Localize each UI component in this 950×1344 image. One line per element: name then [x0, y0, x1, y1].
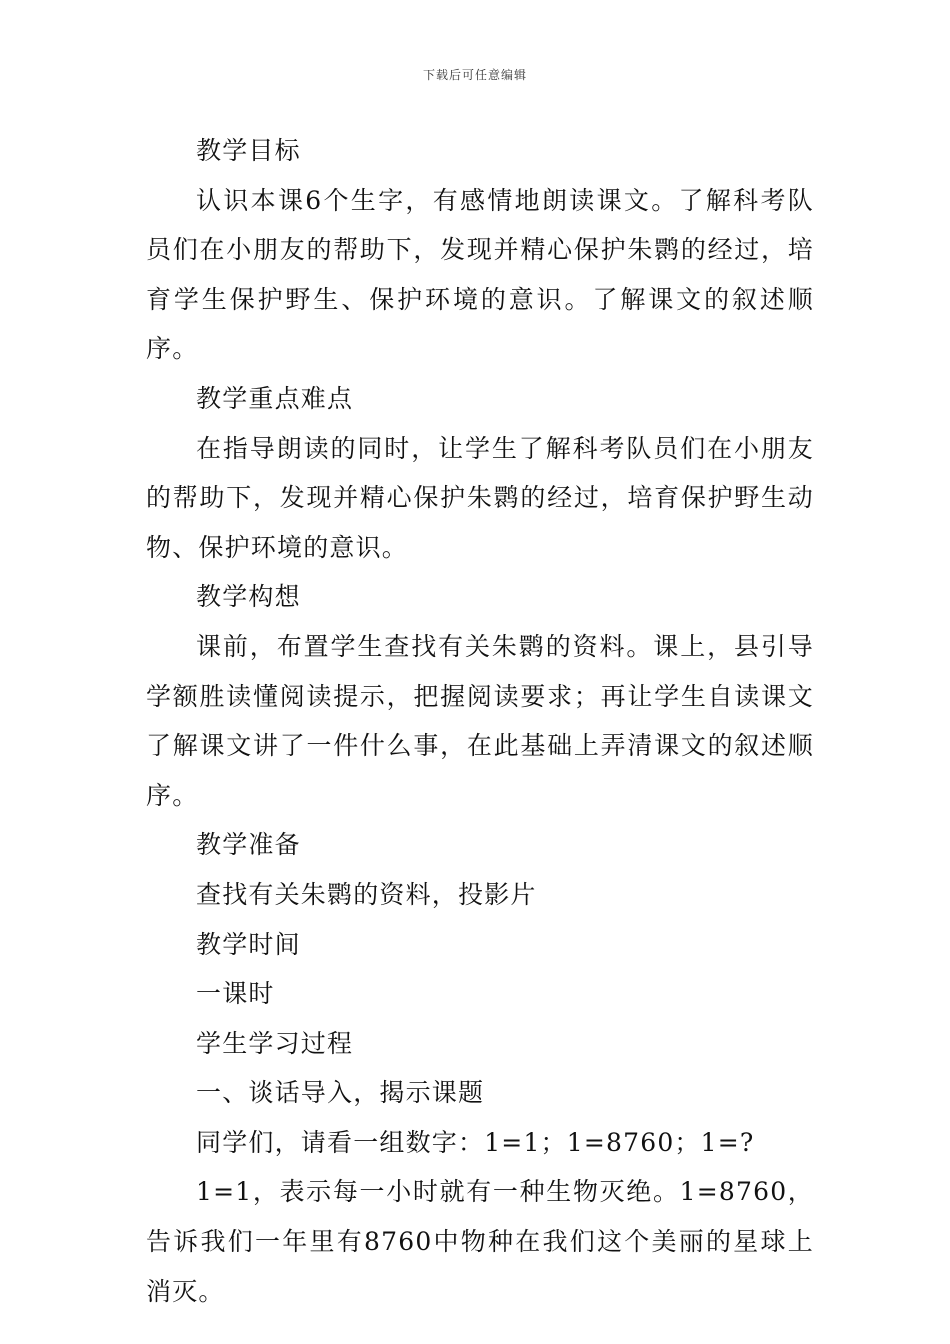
heading-section-one: 一、谈话导入，揭示课题: [196, 1078, 485, 1108]
heading-learning-process: 学生学习过程: [196, 1028, 354, 1058]
paragraph-numbers: 同学们，请看一组数字：1=1；1=8760；1=?: [196, 1127, 755, 1157]
paragraph-teaching-preparation: 查找有关朱鹮的资料，投影片: [196, 879, 537, 909]
paragraph-explanation: 1=1，表示每一小时就有一种生物灭绝。1=8760，告诉我们一年里有8760中物种在我们这个美丽的星球上消灭。: [146, 1177, 814, 1306]
heading-teaching-preparation: 教学准备: [196, 830, 301, 860]
paragraph-teaching-goals: 认识本课6个生字，有感情地朗读课文。了解科考队员们在小朋友的帮助下，发现并精心保护朱鹮的经过，培育学生保护野生、保护环境的意识。了解课文的叙述顺序。: [146, 185, 814, 364]
heading-teaching-concept: 教学构想: [196, 582, 301, 612]
paragraph-key-points: 在指导朗读的同时，让学生了解科考队员们在小朋友的帮助下，发现并精心保护朱鹮的经过，培育保护野生动物、保护环境的意识。: [146, 433, 814, 562]
heading-teaching-time: 教学时间: [196, 929, 301, 959]
paragraph-teaching-concept: 课前，布置学生查找有关朱鹮的资料。课上，县引导学额胜读懂阅读提示，把握阅读要求；再让学生自读课文了解课文讲了一件什么事，在此基础上弄清课文的叙述顺序。: [146, 631, 814, 810]
heading-teaching-goals: 教学目标: [196, 136, 301, 165]
document-body: [146, 126, 814, 1316]
page-header: 下载后可任意编辑: [422, 68, 527, 82]
heading-key-points: 教学重点难点: [196, 383, 354, 413]
paragraph-teaching-time: 一课时: [196, 979, 275, 1009]
